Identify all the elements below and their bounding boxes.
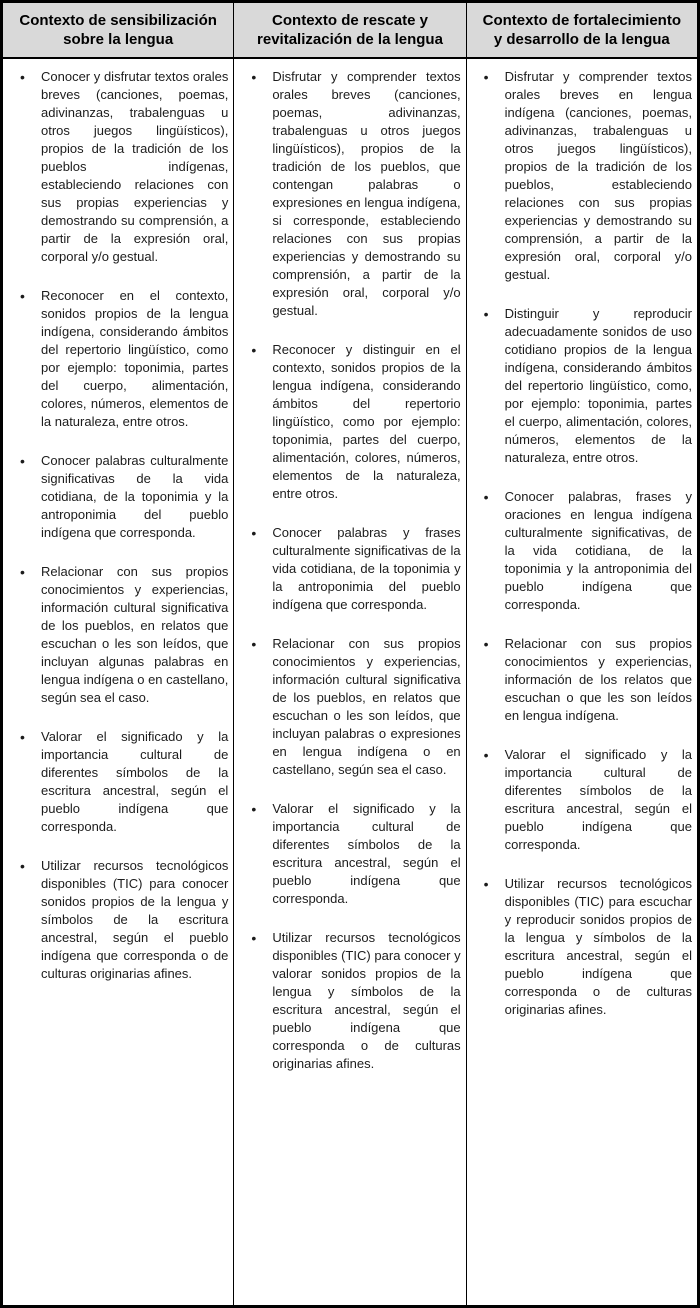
- column-header-fortalecimiento-desarrollo: Contexto de fortalecimiento y desarrollo de la lengua: [466, 2, 698, 58]
- bullet-item: • Relacionar con sus propios conocimientos y experiencias, información cultural significativa de los pueblos, en relatos que escuchan o les son leídos, que incluyan palabras o expresiones en lengua indígena o en castellano, según sea el caso.: [239, 635, 461, 779]
- bullet-item: • Conocer palabras culturalmente significativas de la vida cotidiana, de la toponimia y la antroponimia del pueblo indígena que corresponda.: [8, 452, 229, 542]
- bullet-item: • Distinguir y reproducir adecuadamente sonidos de uso cotidiano propios de la lengua indígena, considerando ámbitos del repertorio lingüístico, como, por ejemplo: toponimia, partes el cuerpo, alimentación, colores, números, elementos de la naturaleza, entre otros.: [472, 305, 693, 467]
- column-header-sensibilizacion: Contexto de sensibilización sobre la lengua: [2, 2, 234, 58]
- bullet-item: • Conocer palabras, frases y oraciones en lengua indígena culturalmente significativas, de la vida cotidiana, de la toponimia y la antroponimia del pueblo indígena que corresponda.: [472, 488, 693, 614]
- bullet-item: • Reconocer y distinguir en el contexto, sonidos propios de la lengua indígena, considerando ámbitos del repertorio lingüístico, como por ejemplo: toponimia, partes del cuerpo, alimentación, colores, números, elementos de la naturaleza, entre otros.: [239, 341, 461, 503]
- bullet-item: • Conocer y disfrutar textos orales breves (canciones, poemas, adivinanzas, trabalenguas u otros juegos lingüísticos), propios de la tradición de los pueblos indígenas, estableciendo relaciones con sus propias experiencias y demostrando su comprensión, a partir de la expresión oral, corporal y/o gestual.: [8, 68, 229, 266]
- bullet-item: • Disfrutar y comprender textos orales breves en lengua indígena (canciones, poemas, adivinanzas, trabalenguas u otros juegos lingüísticos), propios de la tradición de los pueblos, estableciendo relaciones con sus propias experiencias y demostrando su comprensión, a partir de la expresión oral, corporal y/o gestual.: [472, 68, 693, 284]
- table-header-row: [2, 2, 699, 58]
- bullet-list-rescate-revitalizacion: [239, 68, 461, 1073]
- bullet-item: • Disfrutar y comprender textos orales breves (canciones, poemas, adivinanzas, trabalenguas u otros juegos lingüísticos), propios de la tradición de los pueblos, que contengan palabras o expresiones en lengua indígena, si corresponde, estableciendo relaciones con sus propias experiencias y demostrando su comprensión, a partir de la expresión oral, corporal y/o gestual.: [239, 68, 461, 320]
- column-body-sensibilizacion: [2, 58, 234, 1307]
- bullet-item: • Valorar el significado y la importancia cultural de diferentes símbolos de la escritura ancestral, según el pueblo indígena que corresponda.: [8, 728, 229, 836]
- bullet-item: • Relacionar con sus propios conocimientos y experiencias, información de los relatos que escuchan o que les son leídos en lengua indígena.: [472, 635, 693, 725]
- column-header-rescate-revitalizacion: Contexto de rescate y revitalización de la lengua: [234, 2, 466, 58]
- bullet-list-fortalecimiento-desarrollo: [472, 68, 693, 1019]
- table-body: [2, 58, 699, 1307]
- bullet-item: • Reconocer en el contexto, sonidos propios de la lengua indígena, considerando ámbitos del repertorio lingüístico, como por ejemplo: toponimia, partes del cuerpo, alimentación, colores, números, elementos de la naturaleza, entre otros.: [8, 287, 229, 431]
- column-body-rescate-revitalizacion: [234, 58, 466, 1307]
- bullet-list-sensibilizacion: [8, 68, 229, 983]
- bullet-item: • Conocer palabras y frases culturalmente significativas de la vida cotidiana, de la toponimia y la antroponimia del pueblo indígena que corresponda.: [239, 524, 461, 614]
- bullet-item: • Utilizar recursos tecnológicos disponibles (TIC) para conocer y valorar sonidos propios de la lengua y símbolos de la escritura ancestral, según el pueblo indígena que corresponda o de culturas originarias afines.: [239, 929, 461, 1073]
- column-body-fortalecimiento-desarrollo: [466, 58, 698, 1307]
- bullet-item: • Valorar el significado y la importancia cultural de diferentes símbolos de la escritura ancestral, según el pueblo indígena que corresponda.: [472, 746, 693, 854]
- bullet-item: • Utilizar recursos tecnológicos disponibles (TIC) para conocer sonidos propios de la lengua y símbolos de la escritura ancestral, según el pueblo indígena que corresponda o de culturas originarias afines.: [8, 857, 229, 983]
- bullet-item: • Utilizar recursos tecnológicos disponibles (TIC) para escuchar y reproducir sonidos propios de la lengua y símbolos de la escritura ancestral, según el pueblo indígena que corresponda o de culturas originarias afines.: [472, 875, 693, 1019]
- bullet-item: • Relacionar con sus propios conocimientos y experiencias, información cultural significativa de los pueblos, en relatos que escuchan o les son leídos, que incluyan algunas palabras en lengua indígena o en castellano, según sea el caso.: [8, 563, 229, 707]
- bullet-item: • Valorar el significado y la importancia cultural de diferentes símbolos de la escritura ancestral, según el pueblo indígena que corresponda.: [239, 800, 461, 908]
